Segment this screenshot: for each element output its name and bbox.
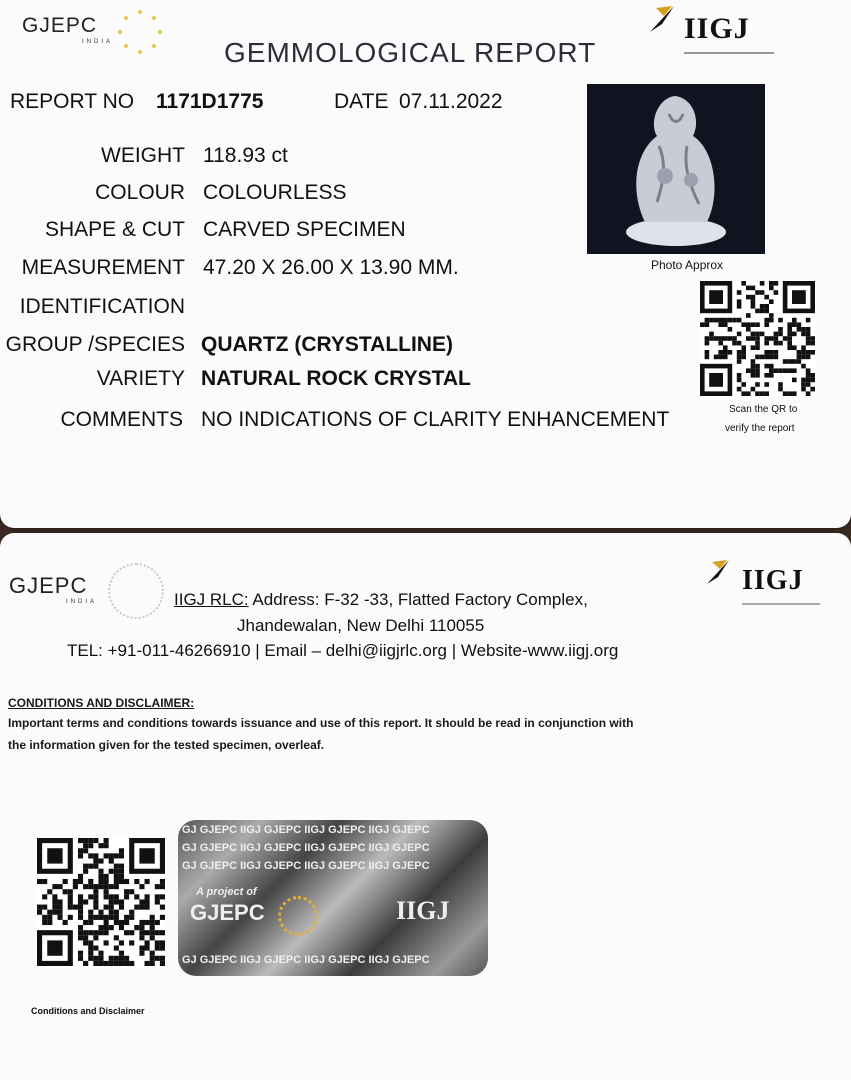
report-no: 1171D1775 bbox=[156, 90, 264, 113]
colour-value: COLOURLESS bbox=[203, 181, 347, 204]
gjepc-logo-sub: INDIA bbox=[82, 39, 114, 45]
hologram-gjepc: GJEPC bbox=[190, 900, 265, 925]
gjepc-star-icon-back bbox=[108, 563, 164, 619]
shape-cut-value: CARVED SPECIMEN bbox=[203, 218, 406, 241]
hologram-iigj: IIGJ bbox=[396, 896, 450, 925]
date-value: 07.11.2022 bbox=[399, 90, 503, 113]
iigj-arrow-icon bbox=[648, 4, 676, 39]
weight-value: 118.93 ct bbox=[203, 144, 288, 167]
address-line-2: Jhandewalan, New Delhi 110055 bbox=[237, 616, 485, 635]
conditions-qr-caption: Conditions and Disclaimer bbox=[31, 1006, 145, 1016]
iigj-arrow-icon-back bbox=[705, 558, 731, 591]
qr-caption-line2: verify the report bbox=[725, 423, 795, 434]
hologram-row-3: GJ GJEPC IIGJ GJEPC IIGJ GJEPC IIGJ GJEPC bbox=[182, 860, 430, 872]
iigj-logo: IIGJ bbox=[684, 12, 750, 45]
colour-label: COLOUR bbox=[95, 181, 185, 204]
shape-cut-label: SHAPE & CUT bbox=[44, 218, 185, 241]
conditions-text-line1: Important terms and conditions towards issuance and use of this report. It should be read in conjunction with bbox=[8, 716, 634, 730]
security-hologram bbox=[178, 820, 488, 976]
iigj-logo-underline bbox=[684, 52, 774, 54]
hologram-project-label: A project of bbox=[196, 886, 257, 898]
comments-label: COMMENTS bbox=[60, 408, 183, 431]
hologram-row-1: GJ GJEPC IIGJ GJEPC IIGJ GJEPC IIGJ GJEPC bbox=[182, 824, 430, 836]
group-species-value: QUARTZ (CRYSTALLINE) bbox=[201, 333, 453, 356]
address-label: IIGJ RLC: bbox=[174, 590, 249, 609]
date-label: DATE bbox=[334, 90, 389, 113]
report-title: GEMMOLOGICAL REPORT bbox=[224, 37, 597, 68]
qr-caption-line1: Scan the QR to bbox=[729, 404, 798, 415]
photo-caption: Photo Approx bbox=[651, 258, 724, 272]
conditions-heading: CONDITIONS AND DISCLAIMER: bbox=[8, 696, 195, 710]
conditions-text-line2: the information given for the tested specimen, overleaf. bbox=[8, 738, 325, 752]
hologram-emblem-icon bbox=[278, 896, 318, 936]
group-species-label: GROUP /SPECIES bbox=[5, 333, 185, 356]
address-line-1 bbox=[174, 590, 588, 610]
hologram-row-2: GJ GJEPC IIGJ GJEPC IIGJ GJEPC IIGJ GJEPC bbox=[182, 842, 430, 854]
measurement-value: 47.20 X 26.00 X 13.90 MM. bbox=[203, 256, 459, 279]
gjepc-logo-back: GJEPC bbox=[9, 573, 88, 598]
specimen-photo bbox=[587, 84, 765, 254]
identification-label: IDENTIFICATION bbox=[19, 295, 185, 318]
verify-qr-code[interactable] bbox=[700, 281, 816, 396]
variety-value: NATURAL ROCK CRYSTAL bbox=[201, 367, 471, 390]
report-no-label: REPORT NO bbox=[10, 90, 135, 113]
iigj-logo-back-underline bbox=[742, 603, 820, 605]
hologram-row-4: GJ GJEPC IIGJ GJEPC IIGJ GJEPC IIGJ GJEPC bbox=[182, 954, 430, 966]
gjepc-logo-sub-back: INDIA bbox=[66, 599, 98, 605]
gjepc-logo: GJEPC bbox=[22, 14, 98, 37]
conditions-qr-code[interactable] bbox=[37, 838, 165, 968]
address-text: Address: F-32 -33, Flatted Factory Complex, bbox=[248, 590, 588, 609]
weight-label: WEIGHT bbox=[101, 144, 185, 167]
contact-line: TEL: +91-011-46266910 | Email – delhi@iigjrlc.org | Website-www.iigj.org bbox=[67, 641, 619, 660]
report-back-card bbox=[0, 533, 851, 1080]
variety-label: VARIETY bbox=[96, 367, 185, 390]
gjepc-star-icon bbox=[118, 10, 164, 56]
comments-value: NO INDICATIONS OF CLARITY ENHANCEMENT bbox=[201, 408, 670, 431]
report-front-card bbox=[0, 0, 851, 528]
iigj-logo-back: IIGJ bbox=[742, 565, 804, 596]
measurement-label: MEASUREMENT bbox=[21, 256, 185, 279]
